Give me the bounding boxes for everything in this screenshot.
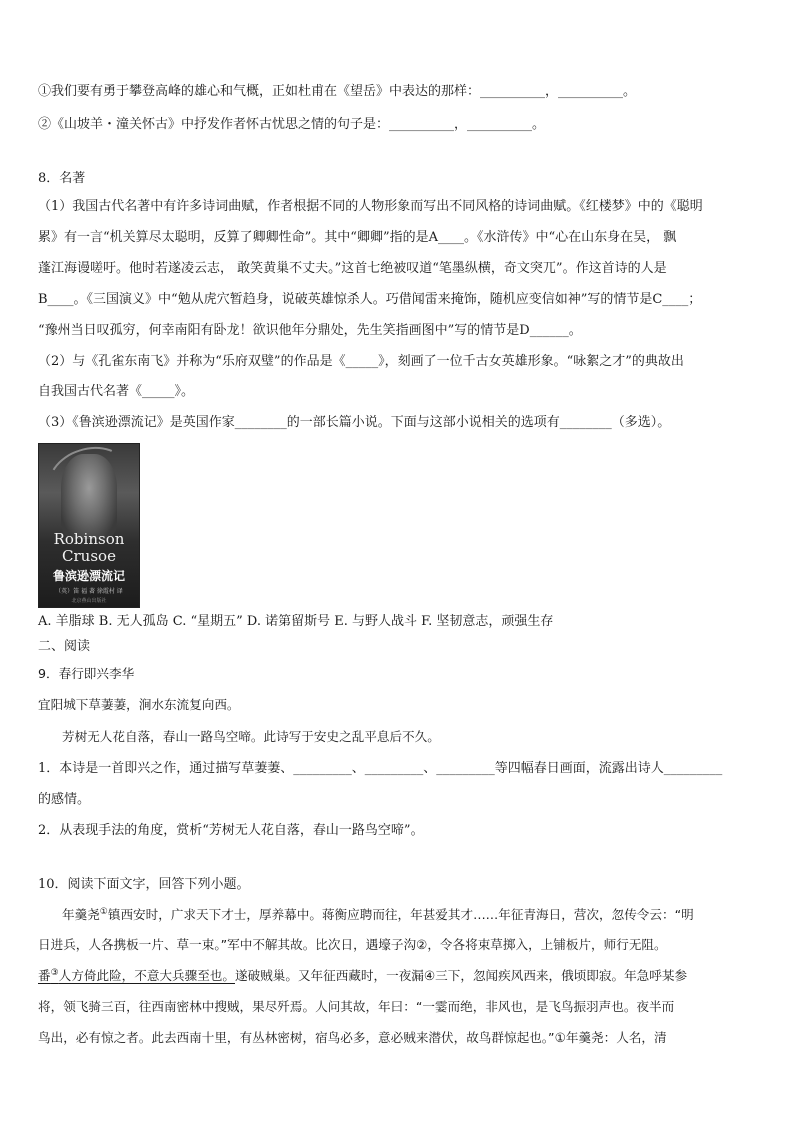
q10-line-3 bbox=[38, 967, 687, 985]
q7-line-2: ②《山坡羊・潼关怀古》中抒发作者怀古忧思之情的句子是：__________，__________。 bbox=[38, 117, 546, 132]
section-reading-heading: 二、阅读 bbox=[38, 639, 91, 654]
footnote-marker-1: ① bbox=[99, 906, 108, 917]
q10-underlined-sentence bbox=[38, 968, 235, 983]
cover-title-en-1: Robinson bbox=[53, 530, 125, 548]
q10-heading: 10．阅读下面文字，回答下列小题。 bbox=[38, 877, 250, 892]
q8-p1-line-2: 累》有一言“机关算尽太聪明，反算了卿卿性命”。其中“卿卿”指的是A____。《水浒传》中“心在山东身在吴， 飘 bbox=[38, 230, 677, 245]
cover-figure-graphic bbox=[61, 454, 117, 539]
q9-sub1-line-2: 的感情。 bbox=[38, 792, 91, 807]
q10-line-3-c: 遂破贼巢。又年征西藏时，一夜漏④三下，忽闻疾风西来，俄顷即寂。年急呼某参 bbox=[234, 968, 688, 983]
q8-p1-line-5: “豫州当日叹孤穷，何幸南阳有卧龙！欲识他年分鼎处，先生笑指画图中”写的情节是D______。 bbox=[38, 323, 582, 338]
cover-publisher: 北京燕山出版社 bbox=[71, 598, 107, 604]
q8-options: A. 羊脂球 B. 无人孤岛 C. “星期五” D. 诺第留斯号 E. 与野人战斗 F. 坚韧意志，顽强生存 bbox=[38, 614, 554, 629]
q9-poem-line-1: 宜阳城下草萋萋，涧水东流复向西。 bbox=[38, 697, 240, 712]
q10-line-1-a: 年羹尧 bbox=[62, 907, 100, 922]
q8-p2-line-2: 自我国古代名著《_____》。 bbox=[38, 384, 195, 399]
cover-title-cn: 鲁滨逊漂流记 bbox=[52, 569, 125, 583]
q10-line-5: 鸟出，必有惊之者。此去西南十里，有丛林密树，宿鸟必多，意必贼来潜伏，故鸟群惊起也。”①年羹尧：人名，清 bbox=[38, 1030, 667, 1045]
q8-p1-line-3: 蓬江海谩嗟吁。他时若遂凌云志， 敢笑黄巢不丈夫。”这首七绝被叹道“笔墨纵横，奇文突兀”。作这首诗的人是 bbox=[38, 261, 667, 276]
q10-line-1 bbox=[62, 906, 694, 924]
cover-author: （英）笛 福 著 徐霞村 译 bbox=[55, 588, 123, 595]
q10-line-3-b: 人方倚此险，不意大兵骤至也。 bbox=[58, 968, 235, 983]
q7-line-1: ①我们要有勇于攀登高峰的雄心和气概，正如杜甫在《望岳》中表达的那样：__________，__________。 bbox=[38, 84, 637, 99]
q8-p1-line-4: B____。《三国演义》中“勉从虎穴暂趋身，说破英雄惊杀人。巧借闻雷来掩饰，随机应变信如神”写的情节是C____； bbox=[38, 292, 702, 307]
robinson-crusoe-book-cover bbox=[38, 443, 140, 608]
q9-sub2: 2．从表现手法的角度，赏析“芳树无人花自落，春山一路鸟空啼”。 bbox=[38, 823, 424, 838]
q9-heading: 9．春行即兴李华 bbox=[38, 666, 135, 681]
q8-p3-line-1: （3）《鲁滨逊漂流记》是英国作家________的一部长篇小说。下面与这部小说相关的选项有________（多选）。 bbox=[38, 415, 671, 430]
q8-heading: 8．名著 bbox=[38, 171, 86, 186]
cover-title-en-2: Crusoe bbox=[62, 547, 116, 565]
q9-sub1-line-1: 1．本诗是一首即兴之作，通过描写草萋萋、_________、_________、_________等四幅春日画面，流露出诗人_________ bbox=[38, 761, 723, 776]
q10-line-3-a: 番 bbox=[38, 968, 51, 983]
q8-p1-line-1: （1）我国古代名著中有许多诗词曲赋，作者根据不同的人物形象而写出不同风格的诗词曲赋。《红楼梦》中的《聪明 bbox=[38, 199, 703, 214]
q10-line-1-b: 镇西安时，广求天下才士，厚养幕中。蒋衡应聘而往，年甚爱其才……年征青海日，营次，忽传令云：“明 bbox=[107, 907, 694, 922]
q9-poem-line-2: 芳树无人花自落，春山一路鸟空啼。此诗写于安史之乱平息后不久。 bbox=[62, 729, 440, 744]
footnote-marker-3: ③ bbox=[50, 967, 59, 978]
q10-line-2: 日进兵，人各携板一片、草一束。”军中不解其故。比次日，遇壕子沟②，令各将束草掷入，上铺板片，师行无阻。 bbox=[38, 937, 667, 952]
q10-line-4: 将，领飞骑三百，往西南密林中搜贼，果尽歼焉。人问其故，年曰：“一霎而绝，非风也，是飞鸟振羽声也。夜半而 bbox=[38, 999, 675, 1014]
q8-p2-line-1: （2）与《孔雀东南飞》并称为“乐府双璧”的作品是《_____》，刻画了一位千古女英雄形象。“咏絮之才”的典故出 bbox=[38, 354, 684, 369]
